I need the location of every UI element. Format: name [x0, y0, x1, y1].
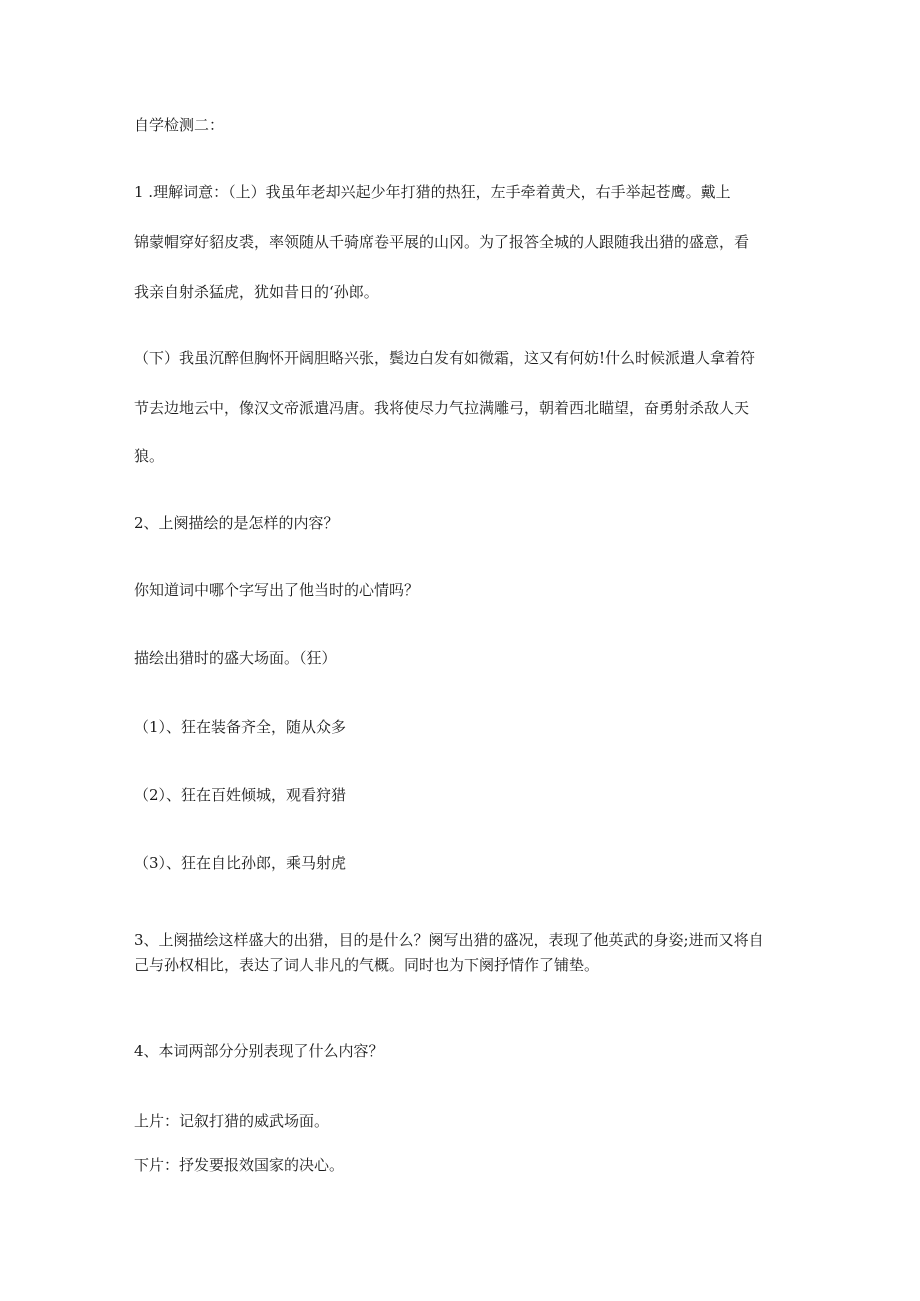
- q1-line-1: 1 .理解词意：（上）我虽年老却兴起少年打猎的热狂，左手牵着黄犬，右手举起苍鹰。戴上: [134, 183, 731, 201]
- q4-lower-answer: 下片：抒发要报效国家的决心。: [134, 1156, 345, 1174]
- q1-line-3: 我亲自射杀猛虎，犹如昔日的‘孙郎。: [134, 283, 379, 301]
- q2-answer: 描绘出猎时的盛大场面。（狂）: [134, 649, 337, 667]
- q2-sub-question: 你知道词中哪个字写出了他当时的心情吗？: [134, 581, 420, 599]
- q1-line-2: 锦蒙帽穿好貂皮裘，率领随从千骑席卷平展的山冈。为了报答全城的人跟随我出猎的盛意，看: [134, 233, 750, 251]
- q2-point-3: （3）、狂在自比孙郎，乘马射虎: [134, 854, 347, 872]
- q3-line-1: 3、上阕描绘这样盛大的出猎，目的是什么？阕写出猎的盛况，表现了他英武的身姿;进而又将自: [134, 931, 764, 949]
- q4-question: 4、本词两部分分别表现了什么内容？: [134, 1042, 384, 1060]
- q3-line-2: 己与孙权相比，表达了词人非凡的气概。同时也为下阕抒情作了铺垫。: [134, 956, 600, 974]
- q1-line-4: （下）我虽沉醉但胸怀开阔胆略兴张，鬓边白发有如微霜，这又有何妨!什么时候派遣人拿着符: [134, 349, 756, 367]
- q2-point-1: （1）、狂在装备齐全，随从众多: [134, 718, 347, 736]
- q2-question: 2、上阕描绘的是怎样的内容？: [134, 514, 339, 532]
- q2-point-2: （2）、狂在百姓倾城，观看狩猎: [134, 786, 347, 804]
- section-heading: 自学检测二：: [134, 116, 225, 134]
- q1-line-6: 狼。: [134, 447, 165, 465]
- q4-upper-answer: 上片：记叙打猎的威武场面。: [134, 1112, 330, 1130]
- q1-line-5: 节去边地云中，像汉文帝派遣冯唐。我将使尽力气拉满雕弓，朝着西北瞄望，奋勇射杀敌人天: [134, 399, 750, 417]
